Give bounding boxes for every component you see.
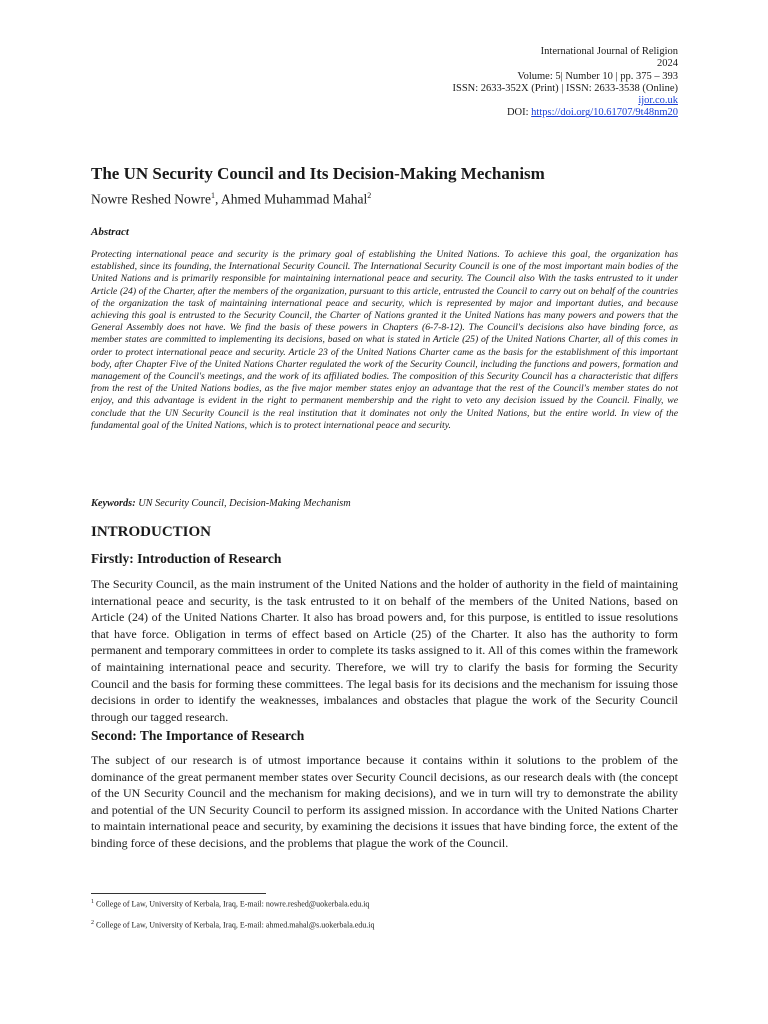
footnote-1: [91, 899, 369, 909]
keywords-text: UN Security Council, Decision-Making Mechanism: [135, 498, 351, 509]
footnote-2-text: College of Law, University of Kerbala, Iraq, E-mail: ahmed.mahal@s.uokerbala.edu.iq: [94, 920, 375, 930]
author-1: Nowre Reshed Nowre: [91, 191, 211, 207]
author-1-footnote-mark: 1: [210, 191, 215, 200]
doi-label: DOI:: [506, 107, 529, 119]
author-2-footnote-mark: 2: [367, 191, 372, 200]
footnote-2-mark: 2: [91, 920, 94, 926]
section-paragraph-introduction-of-research: The Security Council, as the main instrument of the United Nations and the holder of authority in the field of maintaining international peace and security, is the task entrusted to it on behalf of the members of the United Nations, based on Article (24) of the United Nations Charter. It also has broad powers and, for this purpose, is entitled to issue resolutions that have force. Obligation in terms of effect based on Article (25) of the Charter. It also has the authority to form permanent and temporary committees in order to complete its tasks assigned to it. All of this comes within the framework of maintaining international peace and security. Therefore, we will try to clarify the basis for forming the Security Council and the basis for forming these committees. The legal basis for its decisions and the mechanism for issuing those decisions in order to identify the weaknesses, imbalances and obstacles that plague the work of the Security Council through our tagged research.: [91, 577, 678, 724]
section-paragraph-importance-of-research: The subject of our research is of utmost importance because it contains within it solutions to the problem of the dominance of the great permanent member states over Security Council decisions, as our research deals with (the concept of the UN Security Council and the mechanism for making decisions), and we in turn will try to demonstrate the ability and potential of the UN Security Council to perform its assigned mission. In accordance with the United Nations Charter to maintain international peace and security, by examining the decisions it issues that have binding force, the extent of the binding force of these decisions, and the problems that plague the work of the Council.: [91, 753, 678, 850]
keywords-label: Keywords:: [91, 498, 136, 509]
doi-line: [452, 107, 678, 119]
footnote-2: [91, 920, 375, 930]
article-title: The UN Security Council and Its Decision-Making Mechanism: [91, 164, 545, 183]
doi-link[interactable]: https://doi.org/10.61707/9t48nm20: [531, 107, 678, 119]
journal-issn: ISSN: 2633-352X (Print) | ISSN: 2633-3538 (Online): [452, 82, 678, 94]
abstract-heading: Abstract: [91, 226, 129, 238]
journal-volume: Volume: 5| Number 10 | pp. 375 – 393: [517, 70, 678, 82]
section-heading-importance-of-research: Second: The Importance of Research: [91, 728, 305, 743]
footnote-1-mark: 1: [91, 899, 94, 905]
abstract-text: Protecting international peace and security is the primary goal of establishing the United Nations. To achieve this goal, the organization has established, since its founding, the International Security Council. The International Security Council is one of the most important main bodies of the United Nations and is primarily responsible for maintaining international peace and security. The Council also With the tasks entrusted to it under Article (24) of the Charter, after the members of the organization, pursuant to this article, entrusted the Council to carry out on behalf of the countries of the organization the task of maintaining international peace and security, which is represented by major and important duties, and because achieving this goal is entrusted to the Security Council, the Charter of Nations granted it the United Nations has many powers and powers that the General Assembly does not have. We find the basis of these powers in Chapters (6-7-8-12). The Council's decisions also have binding force, as member states are committed to implementing its decisions, based on what is stated in Article (25) of the United Nations Charter, all of this comes in order to protect international peace and security. Article 23 of the United Nations Charter came as the basis for the establishment of this important body, after Chapter Five of the United Nations Charter regulated the work of the Security Council, including the functions and powers, formation and management of the Council's meetings, and the work of its affiliated bodies. The composition of this Security Council has a characteristic that differs from the rest of the United Nations bodies, as the five major member states enjoy an advantage that the rest of the Council's member states do not enjoy, and this advantage is evident in the right to permanent membership and the right to veto any decision issued by the Council. Finally, we conclude that the UN Security Council is the real institution that it dominates not only the United Nations, but the entire world. In view of the fundamental goal of the United Nations, which is to protect international peace and security.: [91, 249, 678, 431]
author-2: Ahmed Muhammad Mahal: [220, 191, 368, 207]
keywords-line: [91, 498, 351, 509]
journal-year: 2024: [657, 58, 678, 70]
section-heading-introduction-of-research: Firstly: Introduction of Research: [91, 551, 282, 566]
footnote-1-text: College of Law, University of Kerbala, Iraq, E-mail: nowre.reshed@uokerbala.edu.iq: [94, 899, 370, 909]
journal-header: [452, 46, 678, 120]
author-list: [91, 191, 371, 208]
journal-website-link[interactable]: ijor.co.uk: [638, 95, 678, 107]
journal-name: International Journal of Religion: [540, 46, 678, 57]
introduction-heading: INTRODUCTION: [91, 524, 212, 540]
author-separator: ,: [214, 191, 221, 207]
footnote-divider: [91, 893, 266, 894]
